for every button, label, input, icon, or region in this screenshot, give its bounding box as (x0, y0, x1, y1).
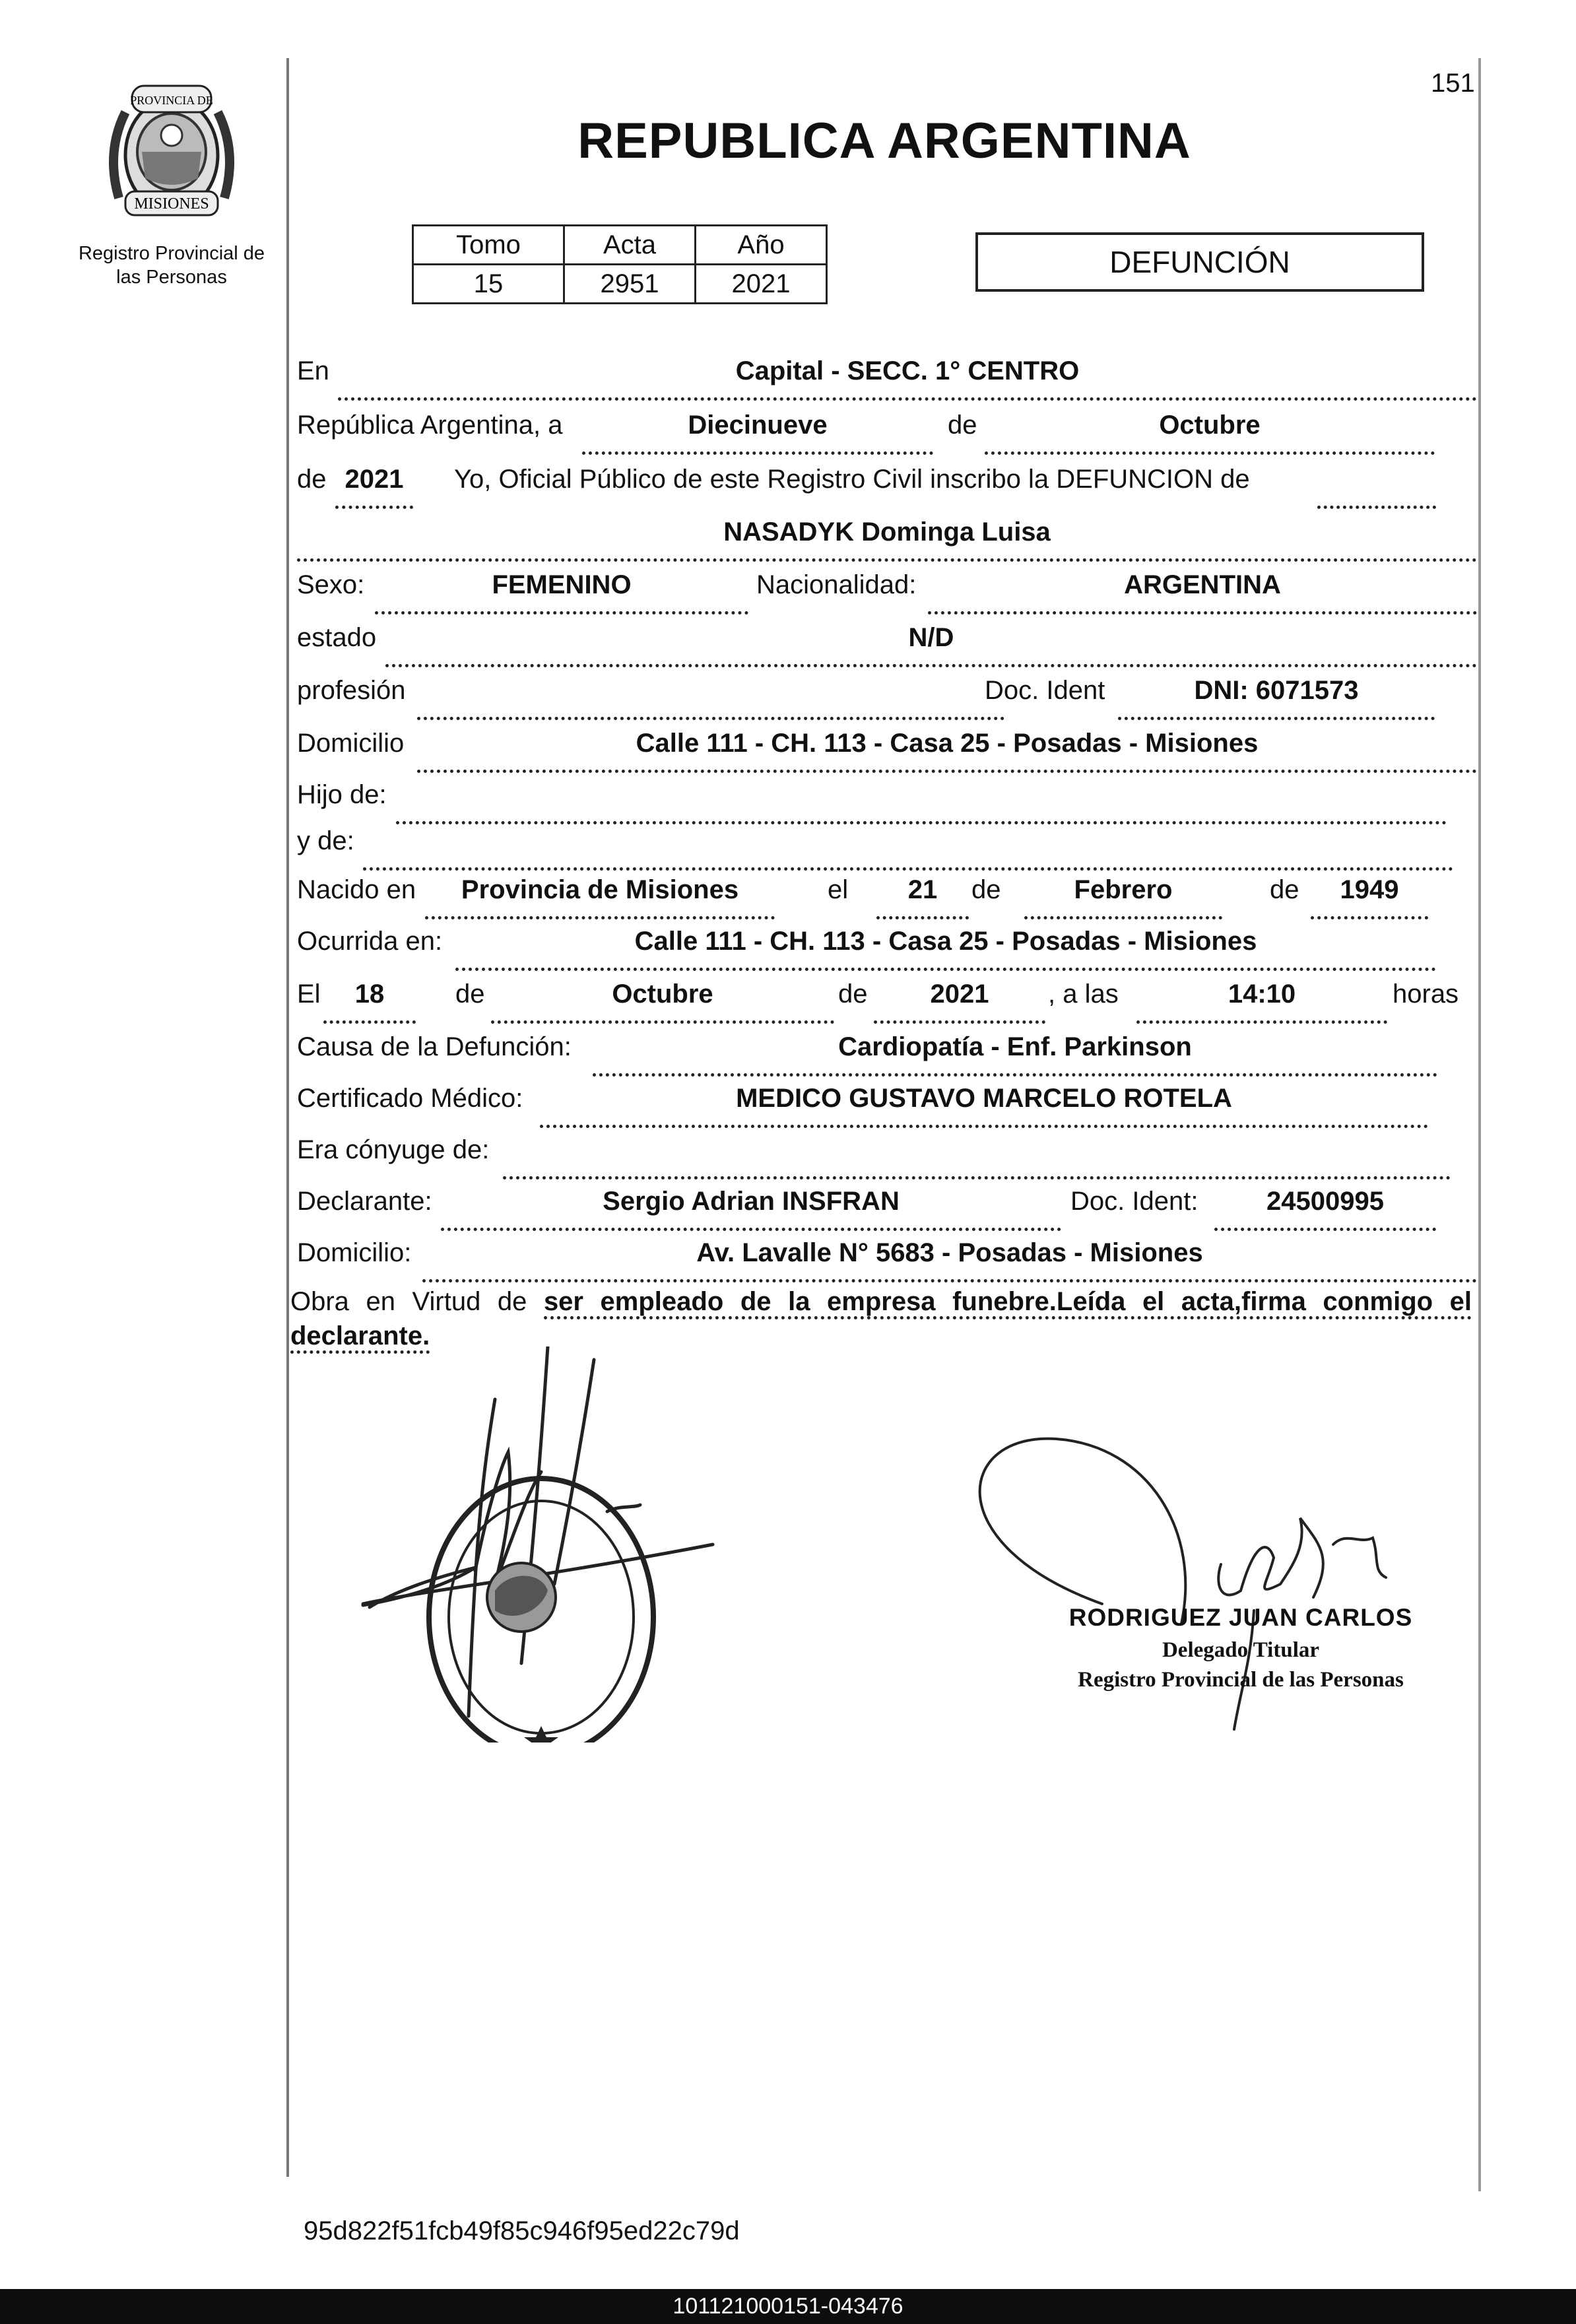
row-causa (297, 1032, 1478, 1072)
label-nacionalidad: Nacionalidad: (756, 570, 917, 599)
row-declarante (297, 1187, 1478, 1226)
field-nacionalidad (928, 570, 1477, 614)
header-anio: Año (696, 226, 827, 265)
value-causa: Cardiopatía - Enf. Parkinson (838, 1032, 1192, 1061)
field-def-mes (491, 979, 834, 1024)
label-obra: Obra en Virtud de (290, 1287, 527, 1316)
value-nac-dia: 21 (907, 875, 938, 904)
value-def-hora: 14:10 (1228, 979, 1296, 1009)
row-fecha-inscripcion (297, 411, 1478, 450)
field-profesion (417, 676, 1004, 720)
value-doc-ident: DNI: 6071573 (1194, 676, 1359, 705)
value-nacido-en: Provincia de Misiones (461, 875, 739, 904)
label-sexo: Sexo: (297, 570, 365, 599)
field-causa (593, 1032, 1437, 1077)
field-def-hora (1136, 979, 1387, 1024)
label-el-cap: El (297, 979, 321, 1009)
row-y-de (297, 826, 1478, 866)
value-ocurrida-en: Calle 111 - CH. 113 - Casa 25 - Posadas - Misiones (634, 927, 1257, 956)
label-en: En (297, 356, 329, 385)
value-estado: N/D (908, 623, 954, 652)
label-ocurrida-en: Ocurrida en: (297, 927, 443, 956)
field-nac-anio (1311, 875, 1428, 919)
value-declarante-domicilio: Av. Lavalle N° 5683 - Posadas - Misiones (696, 1238, 1203, 1267)
document-hash: 95d822f51fcb49f85c946f95ed22c79d (304, 2216, 740, 2245)
row-nacimiento (297, 875, 1478, 915)
header-acta: Acta (564, 226, 696, 265)
field-hijo-de (396, 780, 1447, 824)
row-domicilio (297, 729, 1478, 768)
value-nacionalidad: ARGENTINA (1124, 570, 1281, 599)
label-causa: Causa de la Defunción: (297, 1032, 572, 1061)
row-declarante-domicilio (297, 1238, 1478, 1278)
label-de-4: de (1270, 875, 1299, 904)
row-estado (297, 623, 1478, 663)
field-mes-inscripcion (985, 411, 1435, 455)
field-dia-inscripcion (582, 411, 933, 455)
row-anio-inscripcion (297, 465, 1478, 504)
label-doc-ident-2: Doc. Ident: (1070, 1187, 1198, 1216)
label-domicilio-2: Domicilio: (297, 1238, 412, 1267)
field-def-dia (323, 979, 416, 1024)
value-sexo: FEMENINO (492, 570, 632, 599)
value-def-mes: Octubre (612, 979, 713, 1009)
label-y-de: y de: (297, 826, 354, 855)
declarant-signature-icon (363, 1346, 713, 1716)
label-de-2: de (297, 465, 327, 494)
field-sexo (375, 570, 748, 614)
field-def-anio (874, 979, 1045, 1024)
row-ocurrida-en (297, 927, 1478, 966)
field-conyuge (503, 1135, 1451, 1179)
field-nacido-en (425, 875, 775, 919)
field-nac-dia (876, 875, 969, 919)
field-anio-inscripcion (335, 465, 413, 509)
row-profesion (297, 676, 1478, 715)
label-profesion: profesión (297, 676, 406, 705)
page-title: REPUBLICA ARGENTINA (577, 113, 1191, 169)
field-ocurrida-en (455, 927, 1436, 971)
field-y-de (363, 826, 1453, 871)
official-org: Registro Provincial de las Personas (1078, 1668, 1404, 1692)
label-el: el (828, 875, 849, 904)
field-declarante-doc (1214, 1187, 1436, 1231)
label-nacido-en: Nacido en (297, 875, 416, 904)
emblem-bottom-text: MISIONES (134, 195, 209, 213)
value-acta: 2951 (564, 265, 696, 304)
header-tomo: Tomo (413, 226, 564, 265)
row-fecha-defuncion (297, 979, 1478, 1019)
label-de-6: de (838, 979, 868, 1009)
value-mes-inscripcion: Octubre (1159, 411, 1261, 440)
registry-name: Registro Provincial de las Personas (78, 243, 265, 288)
row-lugar (297, 356, 1478, 396)
value-tomo: 15 (413, 265, 564, 304)
label-conyuge: Era cónyuge de: (297, 1135, 490, 1164)
official-stamp-icon (429, 1478, 653, 1743)
label-a-las: , a las (1048, 979, 1119, 1009)
value-dia-inscripcion: Diecinueve (688, 411, 828, 440)
row-conyuge (297, 1135, 1478, 1175)
label-declarante: Declarante: (297, 1187, 432, 1216)
value-anio: 2021 (696, 265, 827, 304)
value-nac-anio: 1949 (1340, 875, 1399, 904)
label-de-5: de (455, 979, 485, 1009)
value-domicilio: Calle 111 - CH. 113 - Casa 25 - Posadas - Misiones (636, 729, 1259, 758)
value-def-dia: 18 (354, 979, 385, 1009)
value-obra: ser empleado de la empresa funebre.Leída el acta,firma conmigo el declarante. (290, 1287, 1472, 1354)
footer-code: 101121000151-043476 (673, 2294, 903, 2319)
label-domicilio: Domicilio (297, 729, 405, 758)
field-lugar (338, 356, 1477, 401)
value-anio-inscripcion: 2021 (345, 465, 404, 494)
label-certificado: Certificado Médico: (297, 1084, 523, 1113)
field-doc-ident (1118, 676, 1435, 720)
left-margin-line (286, 58, 289, 2177)
value-declarante: Sergio Adrian INSFRAN (603, 1187, 900, 1216)
right-margin-line (1478, 58, 1481, 2191)
label-republica: República Argentina, a (297, 411, 563, 440)
value-difunto: NASADYK Dominga Luisa (723, 517, 1051, 547)
field-declarante-domicilio (422, 1238, 1477, 1282)
field-trailing-dots (1317, 465, 1436, 509)
obra-en-virtud (290, 1284, 1472, 1353)
field-domicilio (417, 729, 1477, 773)
label-hijo-de: Hijo de: (297, 780, 387, 809)
page-number: 151 (1431, 69, 1475, 98)
record-table (412, 224, 828, 304)
official-signature-block (1063, 1604, 1419, 1692)
value-def-anio: 2021 (930, 979, 989, 1009)
official-title: Delegado Titular (1162, 1638, 1320, 1662)
field-certificado (540, 1084, 1428, 1128)
label-de-1: de (948, 411, 977, 440)
label-doc-ident: Doc. Ident (985, 676, 1105, 705)
row-difunto (297, 517, 1478, 557)
footer-code-bar (0, 2289, 1576, 2324)
value-declarante-doc: 24500995 (1266, 1187, 1384, 1216)
value-nac-mes: Febrero (1074, 875, 1173, 904)
value-lugar: Capital - SECC. 1° CENTRO (735, 356, 1080, 385)
field-nac-mes (1024, 875, 1222, 919)
label-estado: estado (297, 623, 377, 652)
field-declarante (441, 1187, 1061, 1231)
document-type: DEFUNCIÓN (975, 232, 1424, 292)
official-name: RODRIGUEZ JUAN CARLOS (1068, 1604, 1413, 1631)
label-yo-oficial: Yo, Oficial Público de este Registro Civil inscribo la DEFUNCION de (454, 465, 1250, 494)
field-difunto (297, 517, 1477, 562)
row-sexo (297, 570, 1478, 610)
label-de-3: de (971, 875, 1001, 904)
row-hijo-de (297, 780, 1478, 820)
emblem-top-text: PROVINCIA DE (130, 94, 213, 107)
misiones-coat-of-arms-icon (99, 73, 244, 224)
value-certificado: MEDICO GUSTAVO MARCELO ROTELA (736, 1084, 1232, 1113)
row-certificado (297, 1084, 1478, 1123)
label-horas: horas (1393, 979, 1459, 1009)
field-estado (385, 623, 1477, 667)
